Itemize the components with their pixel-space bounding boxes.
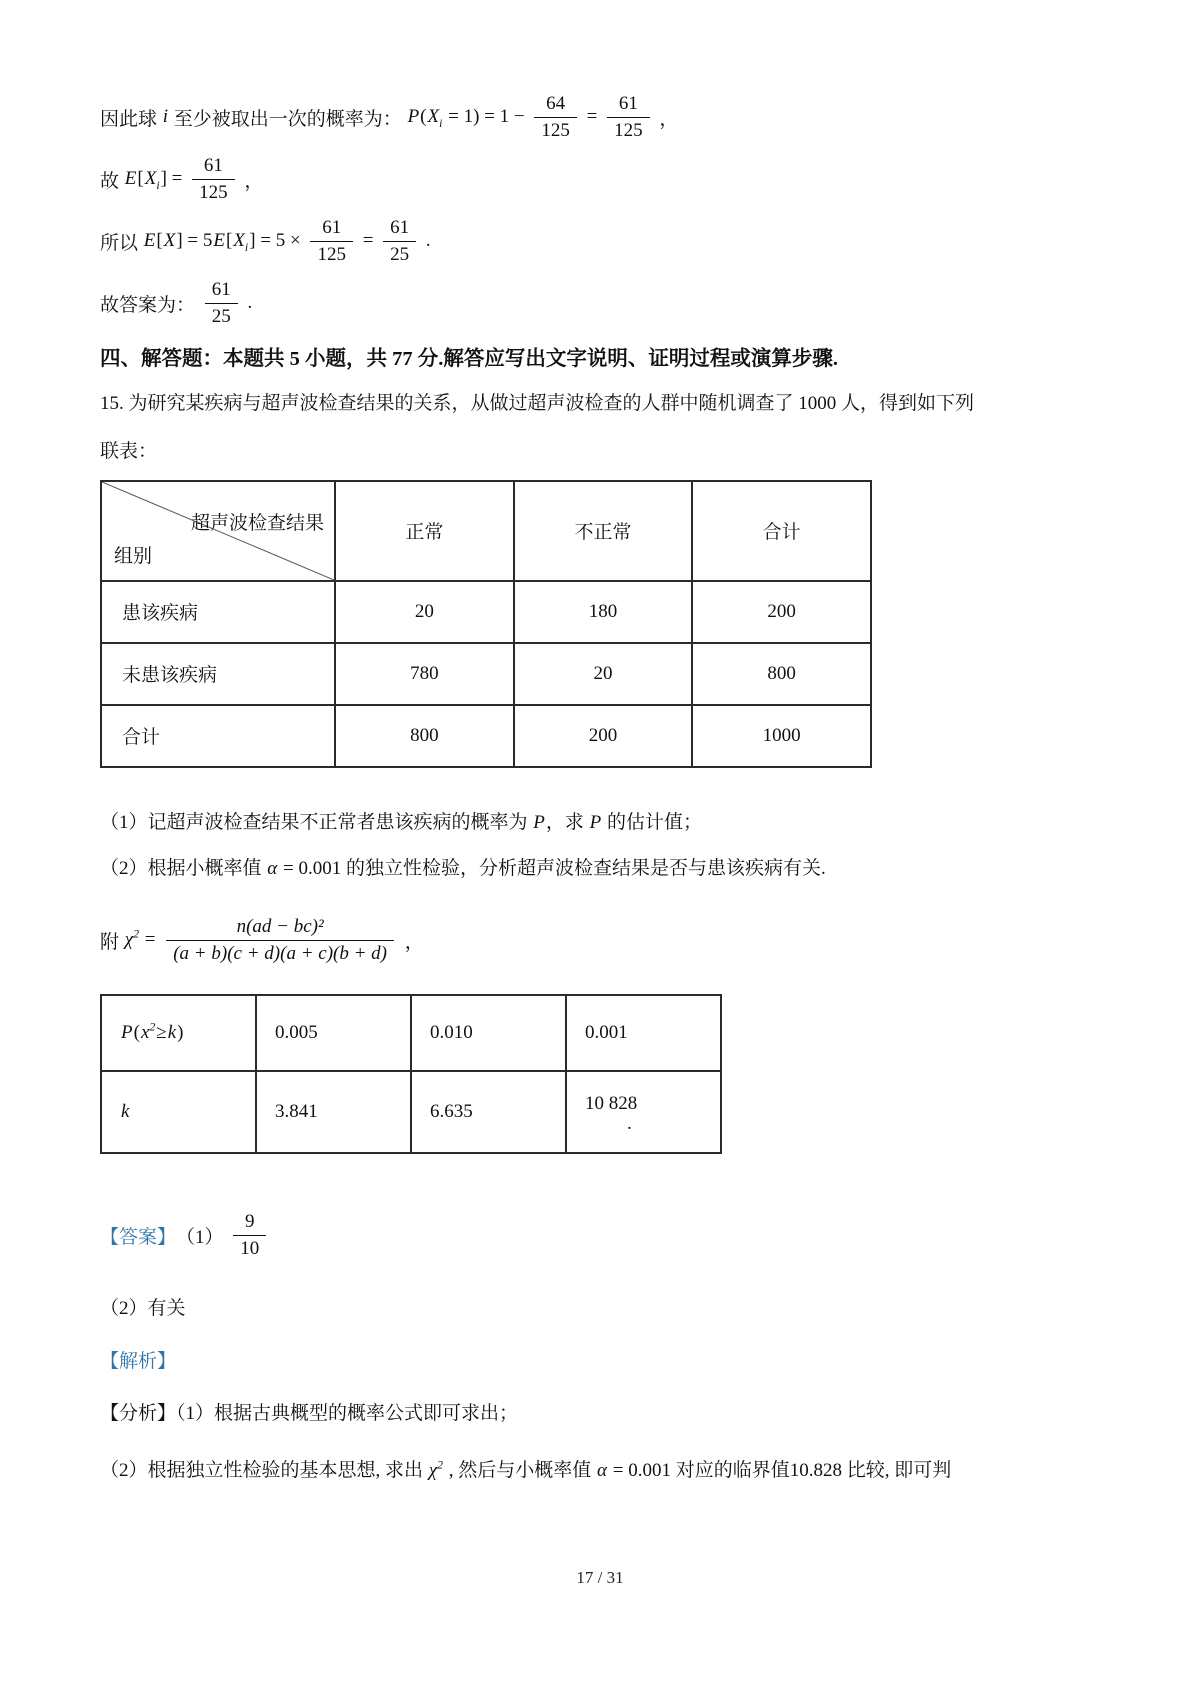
cell-value: 800 [335,705,514,767]
table-row-total [101,705,871,767]
k-value-text: 10 828 [585,1092,638,1114]
cell-value: 780 [335,643,514,705]
corner-label-group: 组别 [114,545,153,567]
solution-line-3: 所以 E [ X ] = 5 E [ $X_i$ ] = 5 × $\frac{61}{125}$ = $\frac{61}{25}$ . [100,217,431,265]
k-value-cell: 6.635 [411,1071,566,1153]
analysis-line-2: （2）根据独立性检验的基本思想, 求出 $\chi^2$ , 然后与小概率值 α = 0.001 对应的临界值10.828 比较, 即可判 [100,1459,952,1482]
cell-value: 20 [335,581,514,643]
solution-line-2: 故 E [ $X_i$ ] = $\frac{61}{125}$ ， [100,155,264,203]
row-label: 合计 [101,705,335,767]
question-part-1: （1）记超声波检查结果不正常者患该疾病的概率为 P，求 P 的估计值； [100,811,703,833]
section-heading: 四、解答题：本题共 5 小题，共 77 分.解答应写出文字说明、证明过程或演算步骤. [100,348,838,370]
alpha-value-cell: 0.001 [566,995,721,1071]
critical-table-k-row [101,1071,721,1153]
analysis-marker: 【解析】 [100,1350,177,1372]
table-row-diseased [101,581,871,643]
cell-value: 1000 [692,705,871,767]
page-number: 17 / 31 [576,1568,624,1587]
column-header-total: 合计 [692,481,871,581]
question-15-intro-line-1: 15. 为研究某疾病与超声波检查结果的关系，从做过超声波检查的人群中随机调查了 1000 人，得到如下列 [100,392,975,414]
probability-expression-cell: $P(x^2\ge k)$ [101,995,256,1071]
cell-value: 200 [692,581,871,643]
chi-square-formula: 附 $\chi^2$ = $\frac{\text{n(ad − bc)²}}{(a + b)(c + d)(a + c)(b + d)}$ ， [100,916,424,965]
cell-value: 180 [514,581,693,643]
corner-label-result: 超声波检查结果 [190,512,324,534]
row-label: 患该疾病 [101,581,335,643]
k-value-cell: 3.841 [256,1071,411,1153]
contingency-table [100,480,872,768]
table-header-row [101,481,871,581]
question-part-2: （2）根据小概率值 α = 0.001 的独立性检验，分析超声波检查结果是否与患该疾病有关. [100,857,826,879]
row-label: 未患该疾病 [101,643,335,705]
k-value-period: . [627,1112,632,1134]
answer-line-2: （2）有关 [100,1298,186,1320]
alpha-value-cell: 0.005 [256,995,411,1071]
cell-value: 20 [514,643,693,705]
cell-value: 200 [514,705,693,767]
cell-value: 800 [692,643,871,705]
solution-line-4: 故答案为： $\frac{61}{25}$ . [100,279,253,327]
answer-line-1: 【答案】 （1） $\frac{9}{10}$ [100,1202,1100,1268]
question-15-intro-line-2: 联表： [100,441,158,463]
alpha-value-cell: 0.010 [411,995,566,1071]
critical-table-header-row [101,995,721,1071]
critical-value-table [100,994,722,1154]
column-header-normal: 正常 [335,481,514,581]
corner-header-cell [101,481,335,581]
column-header-abnormal: 不正常 [514,481,693,581]
analysis-line-1: 【分析】（1）根据古典概型的概率公式即可求出； [100,1403,519,1425]
k-value-cell [566,1071,721,1153]
table-row-not-diseased [101,643,871,705]
k-label-cell: k [101,1071,256,1153]
solution-line-1: 因此球 i 至少被取出一次的概率为： P ( $X_i$ = 1) = 1 − $\frac{64}{125}$ = $\frac{61}{125}$ ， [100,93,679,141]
